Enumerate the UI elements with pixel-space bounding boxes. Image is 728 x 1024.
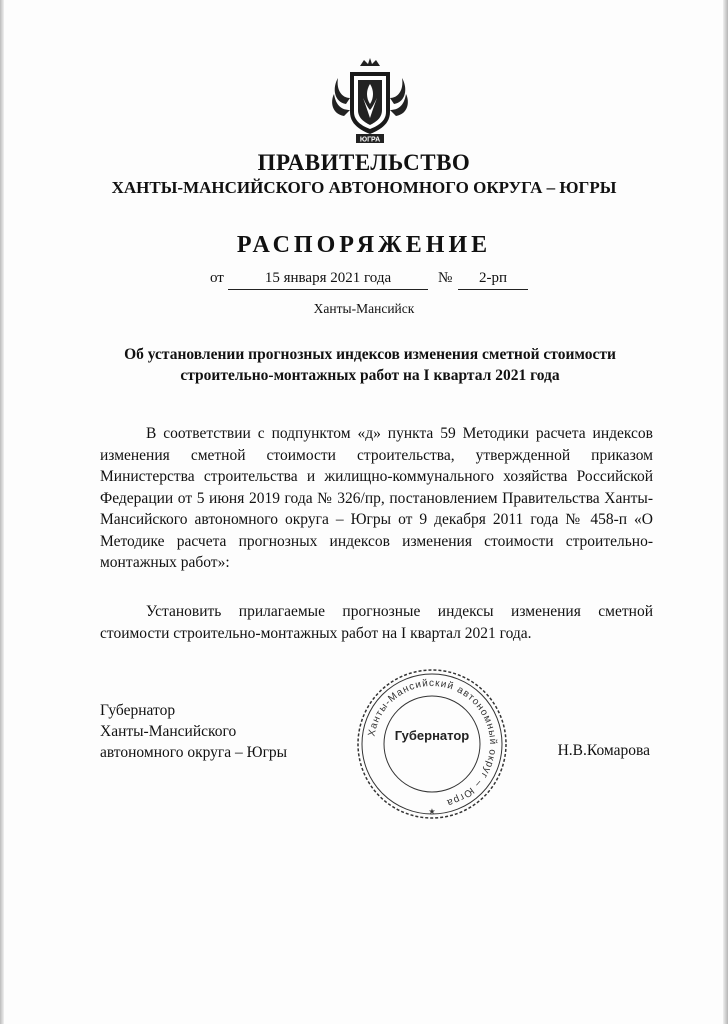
region-title: ХАНТЫ-МАНСИЙСКОГО АВТОНОМНОГО ОКРУГА – ЮГРЫ [111,178,617,197]
document-city: Ханты-Мансийск [313,301,415,316]
official-stamp [352,664,512,824]
emblem-caption: ЮГРА [359,136,381,144]
stamp-center-text: Губернатор [394,728,470,743]
government-title: ПРАВИТЕЛЬСТВО [257,150,471,175]
position-line-2: Ханты-Мансийского [100,723,237,740]
document-number: 2-рп [458,270,528,290]
body-paragraph-2: Установить прилагаемые прогнозные индексы изменения сметной стоимости строительно-монтажных работ на I квартал 2021 года. [100,603,653,642]
document-subject: Об установлении прогнозных индексов изменения сметной стоимости строительно-монтажных работ на I квартал 2021 года [124,346,616,384]
position-line-1: Губернатор [100,702,176,719]
date-number-row [210,270,540,292]
signatory-name: Н.В.Комарова [557,742,650,759]
document-type: РАСПОРЯЖЕНИЕ [236,232,492,258]
position-line-3: автономного округа – Югры [100,744,288,761]
signatory-position [100,700,287,763]
body-paragraph-1: В соответствии с подпунктом «д» пункта 59 Методики расчета индексов изменения сметной стоимости строительства, утвержденной приказом Министерства строительства и жилищно-коммунального хозяйства Российской Федерации от 5 июня 2019 года № 326/пр, постановлением Правительства Ханты-Мансийского автономного округа – Югры от 9 декабря 2011 года № 458-п «О Методике расчета прогнозных индексов изменения стоимости строительно-монтажных работ»: [100,425,653,571]
date-prefix: от [210,270,224,286]
stamp-star-icon: ★ [428,807,436,816]
stamp-ring-text: Ханты-Мансийский автономный округ – Югра [366,677,499,809]
number-prefix: № [438,270,453,286]
svg-text:Ханты-Мансийский автономный ок [366,678,498,808]
coat-of-arms-emblem [330,58,410,144]
document-date: 15 января 2021 года [228,270,428,290]
